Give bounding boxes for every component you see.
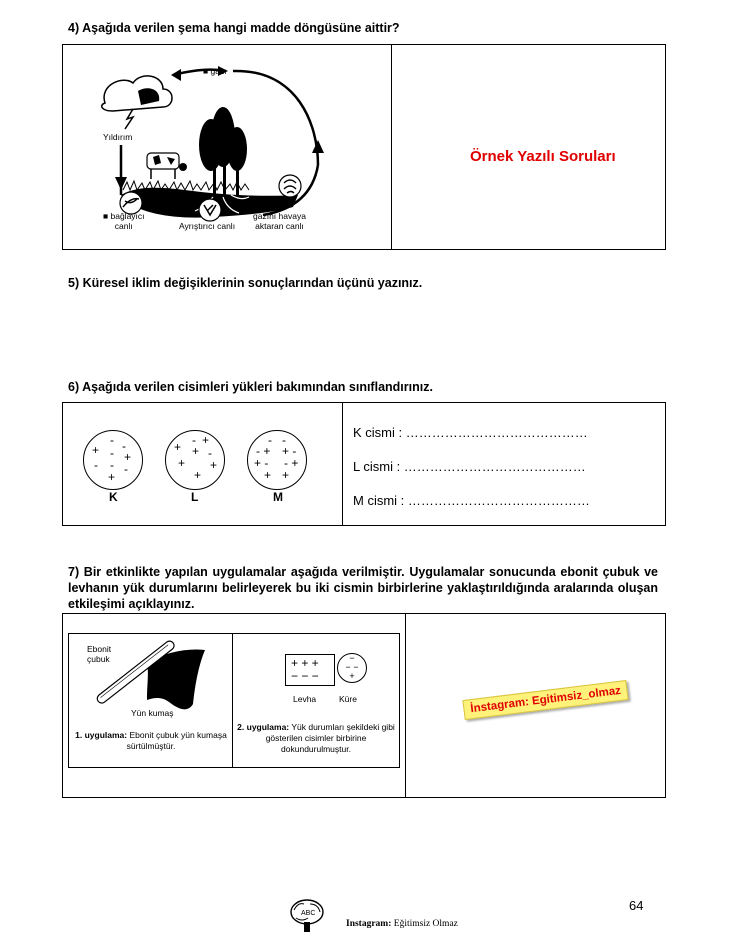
- arrow-head-4: [115, 177, 127, 190]
- application-2-box: [232, 633, 400, 768]
- q6-box: [62, 402, 666, 526]
- plate-label: Levha: [293, 694, 317, 704]
- logo-text: ABC: [301, 910, 316, 917]
- application-1-caption: [75, 730, 227, 752]
- answer-line-k[interactable]: K cismi : ……………………………………: [353, 425, 588, 440]
- plate-signs: + + + − − −: [291, 656, 319, 683]
- q6-divider: [342, 403, 343, 525]
- question-6: 6) Aşağıda verilen cisimleri yükleri bakımından sınıflandırınız.: [68, 380, 433, 394]
- question-4: 4) Aşağıda verilen şema hangi madde döngüsüne aittir?: [68, 21, 400, 35]
- question-5: 5) Küresel iklim değişiklerinin sonuçlarından üçünü yazınız.: [68, 276, 423, 290]
- instagram-sticker: İnstagram: Egitimsiz_olmaz: [462, 680, 629, 720]
- object-k-label: K: [109, 490, 118, 504]
- q4-box: [62, 44, 666, 250]
- footer-instagram: [346, 919, 458, 929]
- lightning-icon: [125, 109, 133, 129]
- application-2-caption: [235, 722, 397, 755]
- object-m-label: M: [273, 490, 283, 504]
- answer-line-m[interactable]: M cismi : ……………………………………: [353, 493, 590, 508]
- application-1-text: Ebonit çubuk yün kumaşa sürtülmüştür.: [126, 730, 227, 751]
- releaser-label: ■ gazını havaya aktaran canlı: [253, 201, 306, 231]
- application-2-text: Yük durumları şekildeki gibi gösterilen cisimler birbirine dokundurulmuştur.: [265, 722, 395, 754]
- plate-icon: [285, 654, 335, 686]
- sphere-icon: [337, 653, 367, 683]
- arrow-head-3: [312, 140, 324, 153]
- answer-line-l[interactable]: L cismi : ……………………………………: [353, 459, 586, 474]
- footer-instagram-label: Instagram:: [346, 919, 392, 929]
- sphere-signs: − − − +: [345, 653, 359, 681]
- q7-divider: [405, 614, 406, 797]
- cloth-label: Yün kumaş: [131, 708, 174, 718]
- page-number: 64: [629, 898, 644, 913]
- object-l-label: L: [191, 490, 199, 504]
- application-1-box: [68, 633, 233, 768]
- application-2-title: 2. uygulama:: [237, 722, 290, 732]
- object-m-circle: - - - + + - + - - + + +: [247, 430, 307, 490]
- decomposer-microbe-icon: [199, 199, 221, 221]
- cloud-icon: [102, 76, 172, 111]
- rod-label: Ebonit çubuk: [87, 644, 112, 664]
- sphere-label: Küre: [339, 694, 357, 704]
- tree-logo-icon: [288, 898, 326, 934]
- application-1-title: 1. uygulama:: [75, 730, 128, 740]
- watermark-text: Örnek Yazılı Soruları: [470, 148, 616, 165]
- cow-icon: [147, 153, 179, 169]
- gas-label: ■ gazı: [203, 66, 227, 76]
- object-l-circle: - + + + - + + +: [165, 430, 225, 490]
- q7-box: [62, 613, 666, 798]
- footer-instagram-value: Eğitimsiz Olmaz: [391, 919, 458, 929]
- lightning-label: Yıldırım: [103, 132, 133, 142]
- object-k-circle: - - + - + - - - +: [83, 430, 143, 490]
- binder-label: ■ bağlayıcı canlı: [103, 211, 145, 231]
- q4-divider: [391, 45, 392, 249]
- arrow-head-1: [171, 69, 181, 81]
- decomposer-label: Ayrıştırıcı canlı: [179, 221, 236, 231]
- question-7: 7) Bir etkinlikte yapılan uygulamalar aşağıda verilmiştir. Uygulamalar sonucunda ebonit çubuk ve levhanın yük durumlarını belirleyerek bu iki cismin birbirlerine yaklaştırıldığında aralarında oluşan etkileşimi açıklayınız.: [68, 565, 658, 611]
